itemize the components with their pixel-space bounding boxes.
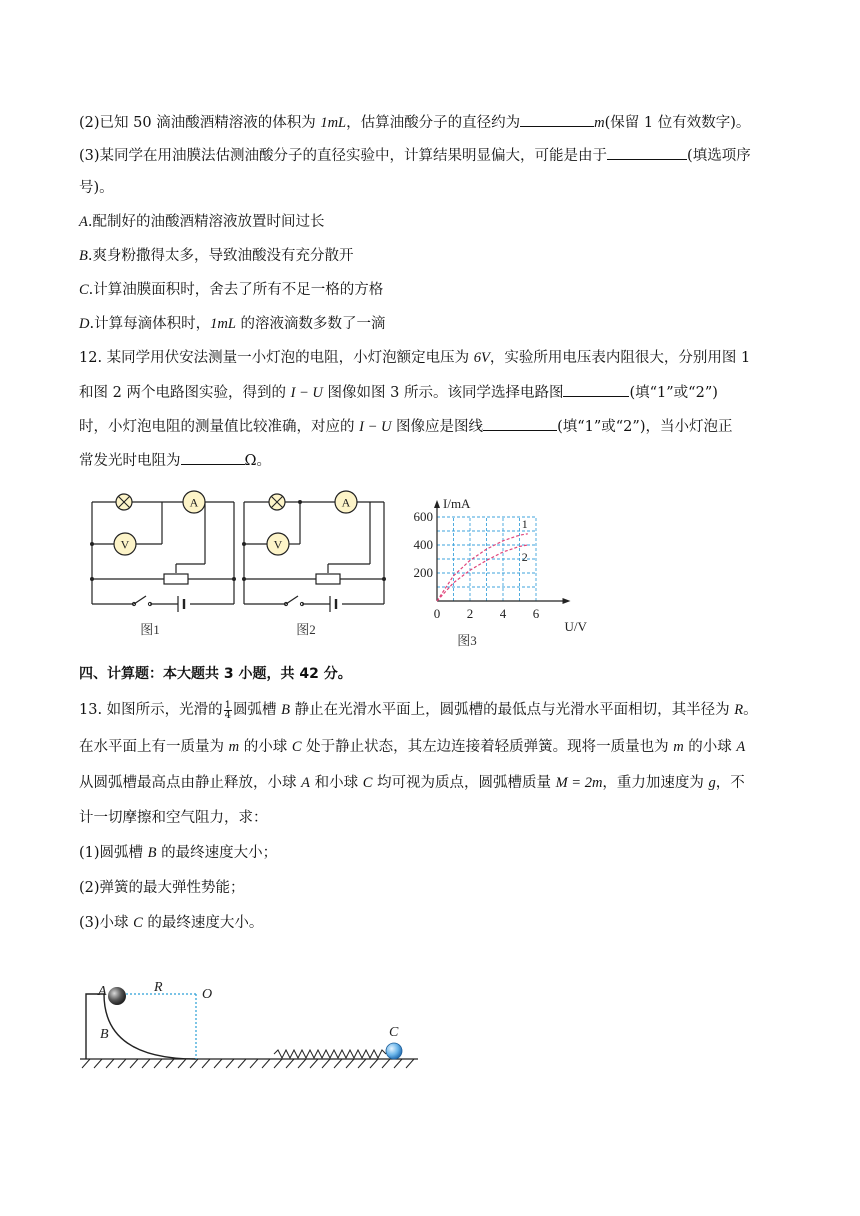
- x-axis-label: U/V: [564, 619, 587, 634]
- hatch-mark: [262, 1059, 270, 1068]
- label-r: R: [154, 980, 163, 995]
- hatch-mark: [118, 1059, 126, 1068]
- hatch-mark: [286, 1059, 294, 1068]
- hatch-mark: [214, 1059, 222, 1068]
- q12-line1: 12. 某同学用伏安法测量一小灯泡的电阻，小灯泡额定电压为 6V，实验所用电压表内阻很大，分别用图 1: [79, 350, 751, 366]
- label-b: B: [100, 1027, 109, 1042]
- fig1-caption: 图1: [140, 622, 160, 637]
- x-axis-arrow: [563, 598, 571, 604]
- series-label-1: 1: [521, 516, 528, 531]
- hatch-mark: [250, 1059, 258, 1068]
- hatch-mark: [334, 1059, 342, 1068]
- q13-figure: [78, 978, 423, 1078]
- fig1-junctions: [90, 542, 236, 606]
- q11-part3: (3)某同学在用油膜法估测油酸分子的直径实验中，计算结果明显偏大，可能是由于 (填选项序: [79, 145, 751, 166]
- answer-blank[interactable]: [607, 145, 687, 160]
- circuit-figures: [84, 484, 394, 644]
- fig1-lamp: [116, 494, 132, 510]
- ball-a: [108, 987, 126, 1005]
- q13-line4: 计一切摩擦和空气阻力，求：: [79, 810, 268, 826]
- q13-part1: (1)圆弧槽 B 的最终速度大小；: [79, 845, 278, 861]
- label-o: O: [202, 987, 213, 1002]
- fig2-caption: 图2: [296, 622, 316, 637]
- y-axis-label: I/mA: [443, 496, 471, 511]
- fig1-voltmeter: [114, 533, 136, 555]
- hatch-mark: [274, 1059, 282, 1068]
- hatch-mark: [190, 1059, 198, 1068]
- x-tick-label: 4: [499, 606, 507, 621]
- x-tick-label: 6: [532, 606, 540, 621]
- fig2-battery: [330, 596, 336, 612]
- hatch-mark: [142, 1059, 150, 1068]
- hatch-mark: [154, 1059, 162, 1068]
- circuit-fig2: [244, 502, 384, 604]
- iu-chart: [405, 484, 605, 654]
- hatch-mark: [298, 1059, 306, 1068]
- ground-hatch: [82, 1059, 414, 1068]
- option-c: C.计算油膜面积时，舍去了所有不足一格的方格: [79, 282, 384, 298]
- q13-line3: 从圆弧槽最高点由静止释放，小球 A 和小球 C 均可视为质点，圆弧槽质量 M = 2m，重力加速度为 g，不: [79, 775, 745, 791]
- fig2-lamp: [269, 494, 285, 510]
- label-c: C: [389, 1025, 399, 1040]
- answer-blank[interactable]: [181, 450, 245, 465]
- hatch-mark: [130, 1059, 138, 1068]
- hatch-mark: [106, 1059, 114, 1068]
- hatch-mark: [166, 1059, 174, 1068]
- hatch-mark: [202, 1059, 210, 1068]
- q13-line1: 13. 如图所示，光滑的 $\frac{1}{4}$ 圆弧槽 B 静止在光滑水平面上，圆弧槽的最低点与光滑水平面相切，其半径为 R。: [79, 699, 758, 721]
- circuit-fig1: [92, 502, 234, 604]
- fig1-battery: [178, 596, 184, 612]
- q12-line2: 和图 2 两个电路图实验，得到的 I − U 图像如图 3 所示。该同学选择电路图 (填“1”或“2”): [79, 382, 718, 403]
- hatch-mark: [94, 1059, 102, 1068]
- voltmeter-label: V: [273, 537, 283, 552]
- q13-part3: (3)小球 C 的最终速度大小。: [79, 915, 264, 931]
- fig2-ammeter: [335, 491, 357, 513]
- fig1-ammeter: [183, 491, 205, 513]
- hatch-mark: [310, 1059, 318, 1068]
- hatch-mark: [238, 1059, 246, 1068]
- hatch-mark: [178, 1059, 186, 1068]
- q11-part3-cont: 号)。: [79, 180, 114, 196]
- voltmeter-label: V: [120, 537, 130, 552]
- hatch-mark: [358, 1059, 366, 1068]
- series-label-2: 2: [521, 550, 528, 564]
- y-tick-label: 400: [413, 537, 433, 552]
- hatch-mark: [394, 1059, 402, 1068]
- option-d: D.计算每滴体积时，1mL 的溶液滴数多数了一滴: [79, 316, 386, 332]
- hatch-mark: [82, 1059, 90, 1068]
- x-tick-label: 0: [433, 606, 441, 621]
- option-b: B.爽身粉撒得太多，导致油酸没有充分散开: [79, 248, 354, 264]
- spring: [274, 1050, 386, 1058]
- q13-part2: (2)弹簧的最大弹性势能；: [79, 880, 245, 896]
- fig2-voltmeter: [267, 533, 289, 555]
- ammeter-label: A: [341, 495, 351, 510]
- ammeter-label: A: [189, 495, 199, 510]
- hatch-mark: [226, 1059, 234, 1068]
- x-tick-label: 2: [466, 606, 474, 621]
- fig2-junctions: [242, 500, 386, 606]
- fig3-caption: 图3: [457, 633, 477, 648]
- section-heading: 四、计算题：本大题共 3 小题，共 42 分。: [79, 666, 352, 682]
- q13-line2: 在水平面上有一质量为 m 的小球 C 处于静止状态，其左边连接着轻质弹簧。现将一质量也为 m 的小球 A: [79, 739, 746, 755]
- y-tick-label: 600: [413, 509, 433, 524]
- label-a: A: [98, 984, 107, 999]
- y-tick-label: 200: [413, 565, 433, 580]
- q12-line4: 常发光时电阻为 Ω。: [79, 450, 271, 471]
- hatch-mark: [346, 1059, 354, 1068]
- hatch-mark: [382, 1059, 390, 1068]
- answer-blank[interactable]: [483, 416, 557, 431]
- series-line-1: [437, 534, 528, 601]
- fraction: $\frac{1}{4}$: [224, 699, 232, 721]
- ball-c: [386, 1043, 402, 1059]
- answer-blank[interactable]: [520, 112, 594, 127]
- hatch-mark: [406, 1059, 414, 1068]
- q12-line3: 时，小灯泡电阻的测量值比较准确，对应的 I − U 图像应是图线 (填“1”或“2”)，当小灯泡正: [79, 416, 732, 437]
- hatch-mark: [370, 1059, 378, 1068]
- option-a: A.配制好的油酸酒精溶液放置时间过长: [79, 214, 325, 230]
- q11-part2: (2)已知 50 滴油酸酒精溶液的体积为 1mL，估算油酸分子的直径约为 m(保留 1 位有效数字)。: [79, 112, 750, 133]
- answer-blank[interactable]: [563, 382, 629, 397]
- hatch-mark: [322, 1059, 330, 1068]
- y-axis-arrow: [434, 500, 440, 508]
